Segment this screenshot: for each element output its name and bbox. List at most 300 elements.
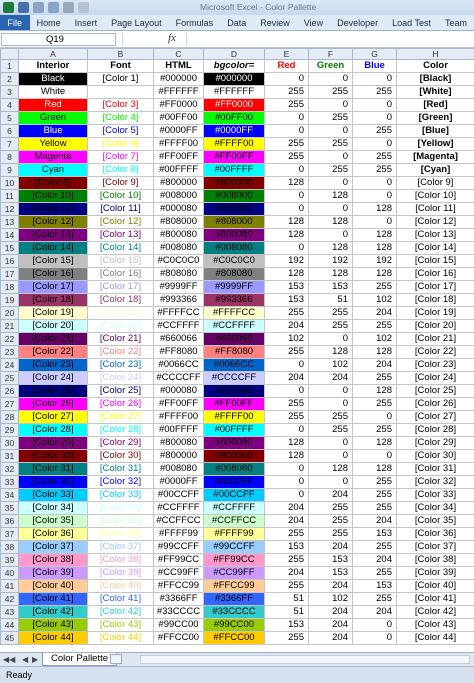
html-cell[interactable]: #FF00FF [154,151,204,164]
row-header[interactable]: 24 [1,359,19,372]
html-cell[interactable]: #FF8080 [154,346,204,359]
color-name-cell[interactable]: [Color 31] [397,463,474,476]
row-header[interactable]: 10 [1,177,19,190]
font-cell[interactable]: [Color 12] [88,216,154,229]
green-value-cell[interactable]: 128 [309,268,353,281]
green-value-cell[interactable]: 255 [309,112,353,125]
green-value-cell[interactable]: 255 [309,411,353,424]
html-cell[interactable]: #CCFFFF [154,320,204,333]
interior-cell[interactable]: [Color 26] [19,398,88,411]
bgcolor-cell[interactable]: #FF0000 [204,99,265,112]
column-header-b[interactable]: B [88,49,154,60]
green-value-cell[interactable]: 204 [309,632,353,645]
green-value-cell[interactable]: 255 [309,528,353,541]
color-name-cell[interactable]: [Color 44] [397,632,474,645]
row-header[interactable]: 32 [1,463,19,476]
color-name-cell[interactable]: [Blue] [397,125,474,138]
font-cell[interactable]: [Color 15] [88,255,154,268]
font-cell[interactable]: [Color 37] [88,541,154,554]
red-value-cell[interactable]: 0 [265,424,309,437]
column-header-f[interactable]: F [309,49,353,60]
font-cell[interactable]: [Color 27] [88,411,154,424]
horizontal-scrollbar[interactable] [140,655,470,664]
green-value-cell[interactable]: 0 [309,476,353,489]
interior-cell[interactable]: [Color 39] [19,567,88,580]
html-cell[interactable]: #800000 [154,177,204,190]
red-value-cell[interactable]: 204 [265,567,309,580]
red-value-cell[interactable]: 204 [265,515,309,528]
color-name-cell[interactable]: [Color 20] [397,320,474,333]
font-cell[interactable]: [Color 10] [88,190,154,203]
row-header[interactable]: 3 [1,86,19,99]
red-value-cell[interactable]: 0 [265,73,309,86]
font-cell[interactable]: [Color 1] [88,73,154,86]
color-name-cell[interactable]: [Color 14] [397,242,474,255]
blue-value-cell[interactable]: 204 [353,554,397,567]
interior-cell[interactable]: [Color 34] [19,502,88,515]
interior-cell[interactable]: [Color 27] [19,411,88,424]
save-icon[interactable] [18,2,29,13]
color-name-cell[interactable]: [Color 24] [397,372,474,385]
header-green[interactable]: Green [309,60,353,73]
green-value-cell[interactable]: 0 [309,203,353,216]
bgcolor-cell[interactable]: #008080 [204,242,265,255]
tab-formulas[interactable]: Formulas [175,17,214,28]
red-value-cell[interactable]: 153 [265,619,309,632]
interior-cell[interactable]: [Color 44] [19,632,88,645]
red-value-cell[interactable]: 128 [265,450,309,463]
green-value-cell[interactable]: 0 [309,385,353,398]
blue-value-cell[interactable]: 0 [353,73,397,86]
row-header[interactable]: 1 [1,60,19,73]
color-name-cell[interactable]: [Color 27] [397,411,474,424]
html-cell[interactable]: #99CCFF [154,541,204,554]
blue-value-cell[interactable]: 128 [353,242,397,255]
interior-cell[interactable]: Red [19,99,88,112]
html-cell[interactable]: #800080 [154,229,204,242]
green-value-cell[interactable]: 192 [309,255,353,268]
interior-cell[interactable]: [Color 12] [19,216,88,229]
interior-cell[interactable]: [Color 32] [19,476,88,489]
color-name-cell[interactable]: [Color 26] [397,398,474,411]
green-value-cell[interactable]: 0 [309,437,353,450]
green-value-cell[interactable]: 0 [309,177,353,190]
color-name-cell[interactable]: [Color 42] [397,606,474,619]
bgcolor-cell[interactable]: #FFFFCC [204,307,265,320]
html-cell[interactable]: #00FF00 [154,112,204,125]
interior-cell[interactable]: [Color 43] [19,619,88,632]
green-value-cell[interactable]: 204 [309,541,353,554]
bgcolor-cell[interactable]: #FFFF99 [204,528,265,541]
color-name-cell[interactable]: [Color 9] [397,177,474,190]
bgcolor-cell[interactable]: #CCFFFF [204,320,265,333]
color-name-cell[interactable]: [Color 21] [397,333,474,346]
row-header[interactable]: 42 [1,593,19,606]
interior-cell[interactable]: [Color 20] [19,320,88,333]
font-cell[interactable]: [Color 40] [88,580,154,593]
tab-page-layout[interactable]: Page Layout [111,17,162,28]
color-name-cell[interactable]: [Color 34] [397,502,474,515]
red-value-cell[interactable]: 0 [265,463,309,476]
bgcolor-cell[interactable]: #000080 [204,203,265,216]
row-header[interactable]: 41 [1,580,19,593]
blue-value-cell[interactable]: 128 [353,385,397,398]
color-name-cell[interactable]: [Color 36] [397,528,474,541]
bgcolor-cell[interactable]: #CCFFFF [204,502,265,515]
interior-cell[interactable]: [Color 42] [19,606,88,619]
row-header[interactable]: 33 [1,476,19,489]
row-header[interactable]: 27 [1,398,19,411]
blue-value-cell[interactable]: 0 [353,112,397,125]
bgcolor-cell[interactable]: #99CCFF [204,541,265,554]
html-cell[interactable]: #000000 [154,73,204,86]
green-value-cell[interactable]: 153 [309,554,353,567]
blue-value-cell[interactable]: 153 [353,580,397,593]
row-header[interactable]: 43 [1,606,19,619]
row-header[interactable]: 35 [1,502,19,515]
red-value-cell[interactable]: 255 [265,99,309,112]
green-value-cell[interactable]: 0 [309,450,353,463]
green-value-cell[interactable]: 255 [309,138,353,151]
blue-value-cell[interactable]: 0 [353,632,397,645]
redo-icon[interactable] [48,2,59,13]
bgcolor-cell[interactable]: #33CCCC [204,606,265,619]
row-header[interactable]: 18 [1,281,19,294]
blue-value-cell[interactable]: 255 [353,151,397,164]
interior-cell[interactable]: [Color 25] [19,385,88,398]
interior-cell[interactable]: [Color 33] [19,489,88,502]
bgcolor-cell[interactable]: #808000 [204,216,265,229]
html-cell[interactable]: #008080 [154,242,204,255]
blue-value-cell[interactable]: 255 [353,593,397,606]
green-value-cell[interactable]: 102 [309,359,353,372]
insert-function-icon[interactable]: fx [168,32,176,44]
font-cell[interactable]: [Color 26] [88,398,154,411]
row-header[interactable]: 25 [1,372,19,385]
row-header[interactable]: 13 [1,216,19,229]
font-cell[interactable]: [Color 22] [88,346,154,359]
color-name-cell[interactable]: [Color 43] [397,619,474,632]
row-header[interactable]: 15 [1,242,19,255]
row-header[interactable]: 17 [1,268,19,281]
html-cell[interactable]: #000080 [154,203,204,216]
red-value-cell[interactable]: 255 [265,580,309,593]
interior-cell[interactable]: [Color 23] [19,359,88,372]
bgcolor-cell[interactable]: #008000 [204,190,265,203]
row-header[interactable]: 44 [1,619,19,632]
header-html[interactable]: HTML [154,60,204,73]
red-value-cell[interactable]: 153 [265,541,309,554]
interior-cell[interactable]: [Color 24] [19,372,88,385]
green-value-cell[interactable]: 102 [309,593,353,606]
row-header[interactable]: 45 [1,632,19,645]
color-name-cell[interactable]: [Color 23] [397,359,474,372]
green-value-cell[interactable]: 204 [309,619,353,632]
interior-cell[interactable]: [Color 18] [19,294,88,307]
html-cell[interactable]: #99CC00 [154,619,204,632]
interior-cell[interactable]: [Color 29] [19,437,88,450]
green-value-cell[interactable]: 0 [309,99,353,112]
html-cell[interactable]: #FFFFFF [154,86,204,99]
color-name-cell[interactable]: [Yellow] [397,138,474,151]
html-cell[interactable]: #FF99CC [154,554,204,567]
red-value-cell[interactable]: 255 [265,346,309,359]
html-cell[interactable]: #C0C0C0 [154,255,204,268]
color-name-cell[interactable]: [Color 18] [397,294,474,307]
font-cell[interactable]: [Color 17] [88,281,154,294]
font-cell[interactable]: [Color 35] [88,515,154,528]
red-value-cell[interactable]: 255 [265,86,309,99]
row-header[interactable]: 5 [1,112,19,125]
header-red[interactable]: Red [265,60,309,73]
customize-toolbar-icon[interactable] [78,2,89,13]
name-box[interactable]: Q19 [1,33,116,46]
color-name-cell[interactable]: [Color 16] [397,268,474,281]
font-cell[interactable]: [Color 3] [88,99,154,112]
bgcolor-cell[interactable]: #3366FF [204,593,265,606]
font-cell[interactable]: [Color 7] [88,151,154,164]
row-header[interactable]: 8 [1,151,19,164]
interior-cell[interactable]: [Color 13] [19,229,88,242]
html-cell[interactable]: #FFFF00 [154,411,204,424]
font-cell[interactable]: [Color 41] [88,593,154,606]
font-cell[interactable]: [Color 28] [88,424,154,437]
select-all-corner[interactable] [1,49,19,60]
interior-cell[interactable]: [Color 19] [19,307,88,320]
red-value-cell[interactable]: 153 [265,281,309,294]
blue-value-cell[interactable]: 0 [353,190,397,203]
font-cell[interactable]: [Color 29] [88,437,154,450]
bgcolor-cell[interactable]: #800080 [204,437,265,450]
bgcolor-cell[interactable]: #000000 [204,73,265,86]
red-value-cell[interactable]: 204 [265,320,309,333]
blue-value-cell[interactable]: 255 [353,372,397,385]
column-header-d[interactable]: D [204,49,265,60]
row-header[interactable]: 16 [1,255,19,268]
column-header-a[interactable]: A [19,49,88,60]
font-cell[interactable]: [Color 24] [88,372,154,385]
bgcolor-cell[interactable]: #800000 [204,450,265,463]
interior-cell[interactable]: [Color 36] [19,528,88,541]
row-header[interactable]: 2 [1,73,19,86]
blue-value-cell[interactable]: 128 [353,203,397,216]
header-blue[interactable]: Blue [353,60,397,73]
blue-value-cell[interactable]: 255 [353,125,397,138]
green-value-cell[interactable]: 204 [309,580,353,593]
blue-value-cell[interactable]: 255 [353,281,397,294]
html-cell[interactable]: #0066CC [154,359,204,372]
color-name-cell[interactable]: [Cyan] [397,164,474,177]
color-name-cell[interactable]: [Color 35] [397,515,474,528]
green-value-cell[interactable]: 0 [309,398,353,411]
tab-team[interactable]: Team [444,17,467,28]
green-value-cell[interactable]: 153 [309,567,353,580]
font-cell[interactable]: [Color 25] [88,385,154,398]
blue-value-cell[interactable]: 128 [353,229,397,242]
font-cell[interactable]: [Color 19] [88,307,154,320]
blue-value-cell[interactable]: 102 [353,294,397,307]
blue-value-cell[interactable]: 204 [353,606,397,619]
bgcolor-cell[interactable]: #C0C0C0 [204,255,265,268]
font-cell[interactable]: [Color 30] [88,450,154,463]
header-interior[interactable]: Interior [19,60,88,73]
bgcolor-cell[interactable]: #808080 [204,268,265,281]
green-value-cell[interactable]: 204 [309,489,353,502]
color-name-cell[interactable]: [Color 29] [397,437,474,450]
bgcolor-cell[interactable]: #00FF00 [204,112,265,125]
interior-cell[interactable]: [Color 11] [19,203,88,216]
green-value-cell[interactable]: 51 [309,294,353,307]
red-value-cell[interactable]: 128 [265,437,309,450]
red-value-cell[interactable]: 255 [265,554,309,567]
column-header-h[interactable]: H [397,49,474,60]
green-value-cell[interactable]: 255 [309,86,353,99]
blue-value-cell[interactable]: 255 [353,424,397,437]
blue-value-cell[interactable]: 153 [353,528,397,541]
interior-cell[interactable]: Green [19,112,88,125]
font-cell[interactable]: [Color 9] [88,177,154,190]
html-cell[interactable]: #9999FF [154,281,204,294]
bgcolor-cell[interactable]: #99CC00 [204,619,265,632]
green-value-cell[interactable]: 128 [309,346,353,359]
interior-cell[interactable]: [Color 14] [19,242,88,255]
red-value-cell[interactable]: 255 [265,307,309,320]
color-name-cell[interactable]: [White] [397,86,474,99]
tab-file[interactable]: File [0,15,30,30]
blue-value-cell[interactable]: 0 [353,177,397,190]
header-color[interactable]: Color [397,60,474,73]
html-cell[interactable]: #660066 [154,333,204,346]
row-header[interactable]: 23 [1,346,19,359]
color-name-cell[interactable]: [Color 32] [397,476,474,489]
green-value-cell[interactable]: 255 [309,307,353,320]
bgcolor-cell[interactable]: #FFFF00 [204,411,265,424]
row-header[interactable]: 31 [1,450,19,463]
red-value-cell[interactable]: 255 [265,411,309,424]
font-cell[interactable]: [Color 34] [88,502,154,515]
red-value-cell[interactable]: 102 [265,333,309,346]
row-header[interactable]: 34 [1,489,19,502]
tab-developer[interactable]: Developer [337,17,379,28]
interior-cell[interactable]: White [19,86,88,99]
undo-icon[interactable] [33,2,44,13]
row-header[interactable]: 9 [1,164,19,177]
color-name-cell[interactable]: [Color 11] [397,203,474,216]
green-value-cell[interactable]: 204 [309,606,353,619]
tab-review[interactable]: Review [260,17,290,28]
interior-cell[interactable]: [Color 15] [19,255,88,268]
color-name-cell[interactable]: [Color 13] [397,229,474,242]
row-header[interactable]: 7 [1,138,19,151]
font-cell[interactable]: [Color 21] [88,333,154,346]
blue-value-cell[interactable]: 192 [353,255,397,268]
bgcolor-cell[interactable]: #FF00FF [204,151,265,164]
tab-home[interactable]: Home [36,17,61,28]
row-header[interactable]: 38 [1,541,19,554]
font-cell[interactable]: [Color 44] [88,632,154,645]
font-cell[interactable]: [Color 43] [88,619,154,632]
html-cell[interactable]: #FFFFCC [154,307,204,320]
blue-value-cell[interactable]: 102 [353,333,397,346]
blue-value-cell[interactable]: 255 [353,502,397,515]
row-header[interactable]: 39 [1,554,19,567]
color-name-cell[interactable]: [Color 37] [397,541,474,554]
red-value-cell[interactable]: 204 [265,502,309,515]
row-header[interactable]: 6 [1,125,19,138]
blue-value-cell[interactable]: 255 [353,398,397,411]
font-cell[interactable]: [Color 42] [88,606,154,619]
font-cell[interactable]: [Color 4] [88,112,154,125]
green-value-cell[interactable]: 0 [309,151,353,164]
interior-cell[interactable]: Black [19,73,88,86]
bgcolor-cell[interactable]: #0000FF [204,125,265,138]
red-value-cell[interactable]: 204 [265,372,309,385]
bgcolor-cell[interactable]: #000080 [204,385,265,398]
red-value-cell[interactable]: 0 [265,190,309,203]
row-header[interactable]: 29 [1,424,19,437]
html-cell[interactable]: #0000FF [154,476,204,489]
bgcolor-cell[interactable]: #008080 [204,463,265,476]
color-name-cell[interactable]: [Color 40] [397,580,474,593]
green-value-cell[interactable]: 0 [309,333,353,346]
row-header[interactable]: 20 [1,307,19,320]
red-value-cell[interactable]: 192 [265,255,309,268]
font-cell[interactable]: [Color 14] [88,242,154,255]
row-header[interactable]: 36 [1,515,19,528]
sheet-tab-color-pallette[interactable]: Color Pallette [42,653,117,666]
row-header[interactable]: 19 [1,294,19,307]
blue-value-cell[interactable]: 0 [353,411,397,424]
color-name-cell[interactable]: [Color 19] [397,307,474,320]
green-value-cell[interactable]: 255 [309,424,353,437]
bgcolor-cell[interactable]: #993366 [204,294,265,307]
blue-value-cell[interactable]: 0 [353,619,397,632]
font-cell[interactable]: [Color 32] [88,476,154,489]
row-header[interactable]: 30 [1,437,19,450]
html-cell[interactable]: #FFCC00 [154,632,204,645]
blue-value-cell[interactable]: 0 [353,138,397,151]
color-name-cell[interactable]: [Color 22] [397,346,474,359]
column-header-g[interactable]: G [353,49,397,60]
bgcolor-cell[interactable]: #FF99CC [204,554,265,567]
interior-cell[interactable]: [Color 10] [19,190,88,203]
color-name-cell[interactable]: [Color 15] [397,255,474,268]
html-cell[interactable]: #CCFFCC [154,515,204,528]
red-value-cell[interactable]: 0 [265,203,309,216]
html-cell[interactable]: #3366FF [154,593,204,606]
blue-value-cell[interactable]: 204 [353,515,397,528]
green-value-cell[interactable]: 204 [309,372,353,385]
interior-cell[interactable]: [Color 9] [19,177,88,190]
html-cell[interactable]: #808080 [154,268,204,281]
print-preview-icon[interactable] [63,2,74,13]
html-cell[interactable]: #CCCCFF [154,372,204,385]
html-cell[interactable]: #0000FF [154,125,204,138]
column-header-c[interactable]: C [154,49,204,60]
html-cell[interactable]: #800000 [154,450,204,463]
green-value-cell[interactable]: 255 [309,164,353,177]
interior-cell[interactable]: [Color 38] [19,554,88,567]
formula-input[interactable] [186,33,473,46]
red-value-cell[interactable]: 255 [265,632,309,645]
interior-cell[interactable]: [Color 31] [19,463,88,476]
interior-cell[interactable]: Magenta [19,151,88,164]
bgcolor-cell[interactable]: #0000FF [204,476,265,489]
tab-load-test[interactable]: Load Test [392,17,431,28]
font-cell[interactable]: [Color 5] [88,125,154,138]
html-cell[interactable]: #FF00FF [154,398,204,411]
color-name-cell[interactable]: [Color 39] [397,567,474,580]
